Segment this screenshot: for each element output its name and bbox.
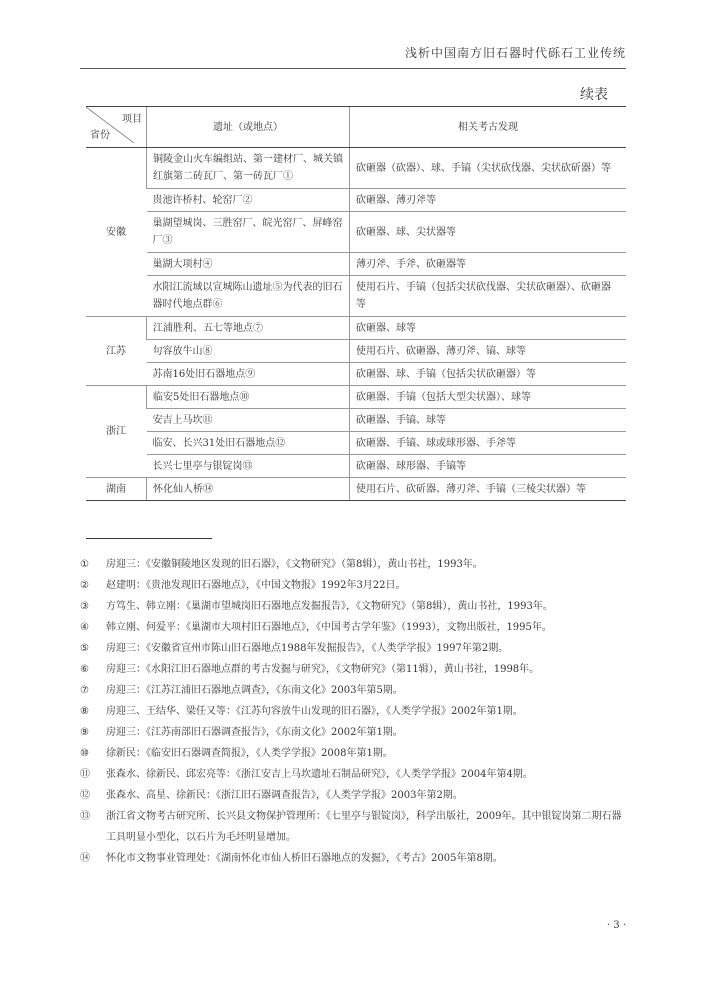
finds-cell: 砍砸器、球形器、手镐等	[350, 455, 627, 478]
finds-cell: 砍砸器、球、手镐（包括尖状砍砸器）等	[350, 363, 627, 386]
column-header-site: 遗址（或地点）	[147, 107, 350, 148]
corner-header-cell	[86, 107, 147, 148]
footnote-item	[80, 596, 630, 617]
site-cell: 贵池许桥村、轮窑厂②	[147, 189, 350, 212]
table-row	[86, 189, 626, 212]
site-cell: 巢湖大项村④	[147, 253, 350, 276]
finds-cell: 砍砸器、球等	[350, 317, 627, 340]
finds-cell: 薄刃斧、手斧、砍砸器等	[350, 253, 627, 276]
province-cell: 湖南	[86, 478, 147, 501]
province-cell: 浙江	[86, 386, 147, 478]
footnote-number: ④	[80, 622, 89, 633]
site-cell: 临安5处旧石器地点⑩	[147, 386, 350, 409]
footnote-number: ①	[80, 559, 89, 570]
table-row	[86, 386, 626, 409]
corner-bottom-label: 省份	[90, 130, 110, 141]
footnote-text: 赵建明：《贵池发现旧石器地点》，《中国文物报》1992年3月22日。	[106, 580, 406, 591]
running-title: 浅析中国南方旧石器时代砾石工业传统	[404, 46, 626, 60]
site-cell: 江浦胜利、五七等地点⑦	[147, 317, 350, 340]
finds-cell: 砍砸器、手镐（包括大型尖状器）、球等	[350, 386, 627, 409]
footnote-text: 浙江省文物考古研究所、长兴县文物保护管理所：《七里亭与银锭岗》，科学出版社，2009年。其中银锭岗第二期石器工具明显小型化，以石片为毛坯明显增加。	[106, 811, 622, 843]
footnote-item	[80, 554, 630, 575]
footnote-text: 方笃生、韩立刚：《巢湖市望城岗旧石器地点发掘报告》，《文物研究》（第8辑），黄山书社，1993年。	[106, 601, 553, 612]
province-cell: 江苏	[86, 317, 147, 386]
site-cell: 巢湖望城岗、三胜窑厂、皖光窑厂、屏峰窑厂③	[147, 212, 350, 253]
footnote-number: ②	[80, 580, 89, 591]
table-row	[86, 340, 626, 363]
footnote-text: 房迎三：《江苏南部旧石器调查报告》，《东南文化》2002年第1期。	[106, 727, 403, 738]
footnote-text: 徐新民：《临安旧石器调查简报》，《人类学学报》2008年第1期。	[106, 748, 393, 759]
footnote-number: ⑥	[80, 664, 89, 675]
table-row	[86, 478, 626, 501]
footnote-number: ⑤	[80, 643, 89, 654]
footnote-item	[80, 617, 630, 638]
table-row	[86, 317, 626, 340]
footnote-item	[80, 575, 630, 596]
footnote-number: ⑩	[80, 748, 89, 759]
table-row	[86, 409, 626, 432]
footnote-number: ③	[80, 601, 89, 612]
table-header-row	[86, 107, 626, 148]
column-header-finds: 相关考古发现	[350, 107, 627, 148]
site-cell: 长兴七里亭与银锭岗⑬	[147, 455, 350, 478]
footnote-text: 怀化市文物事业管理处：《湖南怀化市仙人桥旧石器地点的发掘》，《考古》2005年第8期。	[106, 853, 503, 864]
footnote-item	[80, 764, 630, 785]
site-cell: 水阳江流域以宣城陈山遗址⑤为代表的旧石器时代地点群⑥	[147, 276, 350, 317]
table-row	[86, 432, 626, 455]
site-cell: 铜陵金山火车编组站、第一建材厂、城关镇红旗第二砖瓦厂、第一砖瓦厂①	[147, 148, 350, 189]
site-cell: 临安、长兴31处旧石器地点⑫	[147, 432, 350, 455]
footnote-text: 房迎三、王结华、梁任又等：《江苏句容放牛山发现的旧石器》，《人类学学报》2002年第1期。	[106, 706, 523, 717]
finds-cell: 使用石片、砍砸器、薄刃斧、镐、球等	[350, 340, 627, 363]
footnote-text: 张森水、高星、徐新民：《浙江旧石器调查报告》，《人类学学报》2003年第2期。	[106, 790, 463, 801]
footnote-text: 房迎三：《水阳江旧石器地点群的考古发掘与研究》，《文物研究》（第11辑），黄山书社，1998年。	[106, 664, 540, 675]
table-row	[86, 363, 626, 386]
table-row	[86, 253, 626, 276]
footnote-item	[80, 638, 630, 659]
sites-table	[86, 106, 626, 501]
site-cell: 怀化仙人桥⑭	[147, 478, 350, 501]
footnote-number: ⑪	[80, 769, 90, 780]
continued-label: 续表	[580, 87, 608, 103]
footnote-number: ⑭	[80, 853, 90, 864]
table-row	[86, 455, 626, 478]
province-cell: 安徽	[86, 148, 147, 317]
finds-cell: 砍砸器（砍器）、球、手镐（尖状砍伐器、尖状砍斫器）等	[350, 148, 627, 189]
corner-top-label: 项目	[122, 114, 142, 125]
footnote-item	[80, 806, 630, 848]
footnote-rule	[86, 538, 212, 539]
footnote-item	[80, 659, 630, 680]
footnote-item	[80, 743, 630, 764]
table-row	[86, 148, 626, 189]
site-cell: 安吉上马坎⑪	[147, 409, 350, 432]
finds-cell: 砍砸器、薄刃斧等	[350, 189, 627, 212]
footnote-number: ⑦	[80, 685, 89, 696]
page-number: · 3 ·	[606, 920, 626, 931]
footnote-item	[80, 680, 630, 701]
footnote-text: 房迎三：《安徽铜陵地区发现的旧石器》，《文物研究》（第8辑），黄山书社，1993年。	[106, 559, 483, 570]
table-row	[86, 276, 626, 317]
finds-cell: 使用石片、砍斫器、薄刃斧、手镐（三棱尖状器）等	[350, 478, 627, 501]
footnote-item	[80, 722, 630, 743]
finds-cell: 砍砸器、球、尖状器等	[350, 212, 627, 253]
table-row	[86, 212, 626, 253]
footnote-text: 房迎三：《安徽省宣州市陈山旧石器地点1988年发掘报告》，《人类学学报》1997年第2期。	[106, 643, 509, 654]
finds-cell: 砍砸器、手镐、球或球形器、手斧等	[350, 432, 627, 455]
footnote-number: ⑫	[80, 790, 90, 801]
footnote-number: ⑬	[80, 811, 90, 822]
footnote-item	[80, 785, 630, 806]
site-cell: 苏南16处旧石器地点⑨	[147, 363, 350, 386]
footnote-text: 韩立刚、何爱平：《巢湖市大项村旧石器地点》，《中国考古学年鉴》（1993），文物出版社，1995年。	[106, 622, 552, 633]
footnote-text: 房迎三：《江苏江浦旧石器地点调查》，《东南文化》2003年第5期。	[106, 685, 403, 696]
footnote-number: ⑧	[80, 706, 89, 717]
header-rule	[80, 68, 626, 69]
finds-cell: 砍砸器、手镐、球等	[350, 409, 627, 432]
footnote-item	[80, 701, 630, 722]
finds-cell: 使用石片、手镐（包括尖状砍伐器、尖状砍砸器）、砍砸器等	[350, 276, 627, 317]
footnote-item	[80, 848, 630, 869]
footnotes	[80, 554, 630, 869]
footnote-number: ⑨	[80, 727, 89, 738]
footnote-text: 张森水、徐新民、邱宏亮等：《浙江安吉上马坎遗址石制品研究》，《人类学学报》2004年第4期。	[106, 769, 533, 780]
site-cell: 句容放牛山⑧	[147, 340, 350, 363]
